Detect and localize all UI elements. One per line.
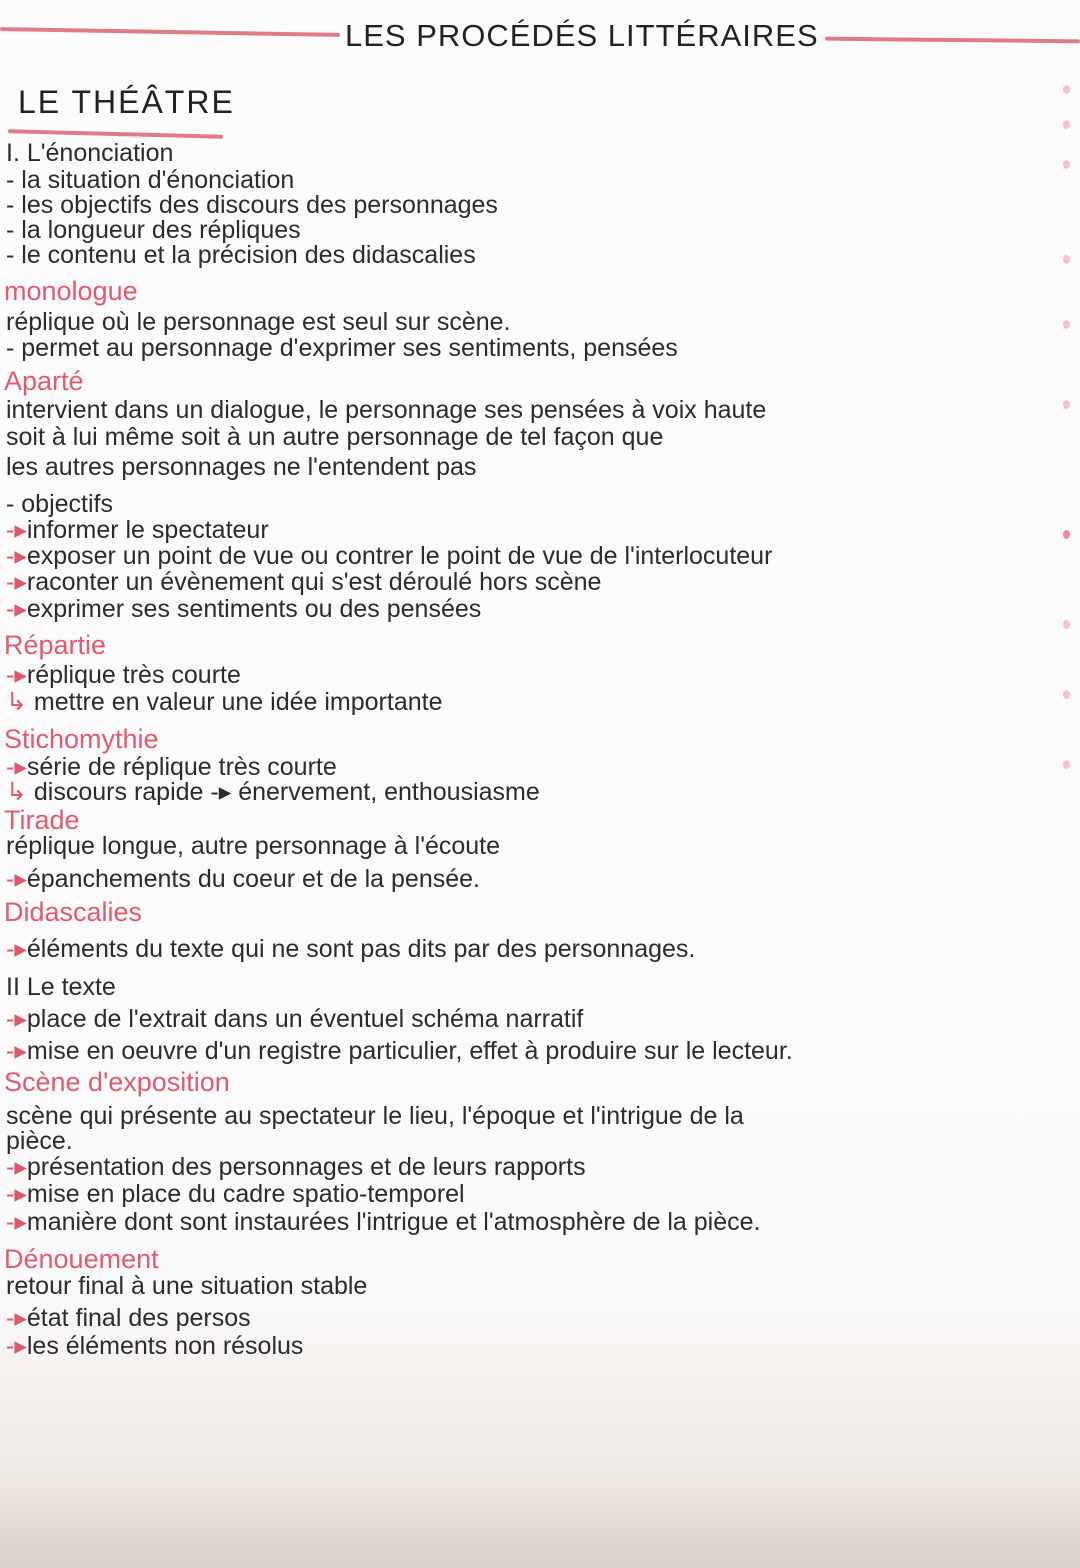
bleed-through-dot	[1063, 255, 1070, 264]
part-title: II Le texte	[6, 973, 116, 1001]
term-heading: Aparté	[4, 366, 84, 396]
bleed-through-dot	[1063, 620, 1070, 629]
bleed-through-dot	[1063, 120, 1070, 129]
arrow-item: -▸ réplique très courte	[6, 663, 241, 687]
term-heading: Stichomythie	[4, 724, 159, 754]
arrow-item: -▸ état final des persos	[6, 1306, 251, 1330]
definition: les autres personnages ne l'entendent pas	[6, 453, 477, 481]
sub-arrow-item: ↳ discours rapide -▸ énervement, enthousiasme	[6, 780, 540, 804]
arrow-item: -▸ informer le spectateur	[6, 518, 269, 542]
definition: scène qui présente au spectateur le lieu, l'époque et l'intrigue de la	[6, 1102, 744, 1130]
term-heading: monologue	[4, 276, 138, 306]
bleed-through-dot	[1063, 400, 1070, 409]
arrow-item: -▸ exprimer ses sentiments ou des pensées	[6, 597, 481, 621]
definition: réplique où le personnage est seul sur scène.	[6, 308, 511, 336]
term-heading: Dénouement	[4, 1244, 159, 1274]
bleed-through-dot	[1063, 85, 1070, 94]
definition: soit à lui même soit à un autre personnage de tel façon que	[6, 423, 664, 451]
sub-arrow-item: ↳ mettre en valeur une idée importante	[6, 690, 442, 714]
arrow-item: -▸ place de l'extrait dans un éventuel schéma narratif	[6, 1007, 583, 1031]
arrow-item: -▸ les éléments non résolus	[6, 1334, 303, 1358]
arrow-item: -▸ série de réplique très courte	[6, 755, 337, 779]
list-item: - la longueur des répliques	[6, 216, 301, 244]
bleed-through-dot	[1063, 530, 1070, 539]
title-rule-right	[825, 37, 1080, 44]
arrow-item: -▸ présentation des personnages et de leurs rapports	[6, 1155, 586, 1179]
bleed-through-dot	[1063, 690, 1070, 699]
arrow-item: -▸ mise en place du cadre spatio-temporel	[6, 1182, 465, 1206]
definition: intervient dans un dialogue, le personnage ses pensées à voix haute	[6, 396, 767, 424]
arrow-item: -▸ éléments du texte qui ne sont pas dits par des personnages.	[6, 937, 695, 961]
arrow-item: -▸ épanchements du coeur et de la pensée.	[6, 867, 480, 891]
term-heading: Répartie	[4, 630, 107, 660]
bleed-through-dot	[1063, 760, 1070, 769]
page-title: LES PROCÉDÉS LITTÉRAIRES	[345, 18, 819, 53]
term-heading: Tirade	[4, 805, 80, 835]
list-item: - les objectifs des discours des personnages	[6, 191, 498, 219]
term-heading: Didascalies	[4, 897, 143, 927]
heading-underline	[8, 129, 223, 139]
arrow-item: -▸ raconter un évènement qui s'est déroulé hors scène	[6, 570, 601, 594]
definition: pièce.	[6, 1127, 73, 1155]
bleed-through-dot	[1063, 320, 1070, 329]
list-item: - objectifs	[6, 490, 113, 518]
bleed-through-dot	[1063, 160, 1070, 169]
section-heading: LE THÉÂTRE	[18, 84, 235, 120]
definition: réplique longue, autre personnage à l'écoute	[6, 832, 501, 860]
part-title: I. L'énonciation	[6, 139, 174, 167]
definition: retour final à une situation stable	[6, 1272, 368, 1300]
list-item: - la situation d'énonciation	[6, 166, 295, 194]
arrow-item: -▸ manière dont sont instaurées l'intrigue et l'atmosphère de la pièce.	[6, 1210, 760, 1234]
title-rule-left	[0, 27, 340, 37]
arrow-item: -▸ mise en oeuvre d'un registre particulier, effet à produire sur le lecteur.	[6, 1039, 793, 1063]
list-item: - permet au personnage d'exprimer ses sentiments, pensées	[6, 334, 678, 362]
arrow-item: -▸ exposer un point de vue ou contrer le point de vue de l'interlocuteur	[6, 544, 772, 568]
term-heading: Scène d'exposition	[4, 1067, 230, 1097]
list-item: - le contenu et la précision des didascalies	[6, 241, 476, 269]
